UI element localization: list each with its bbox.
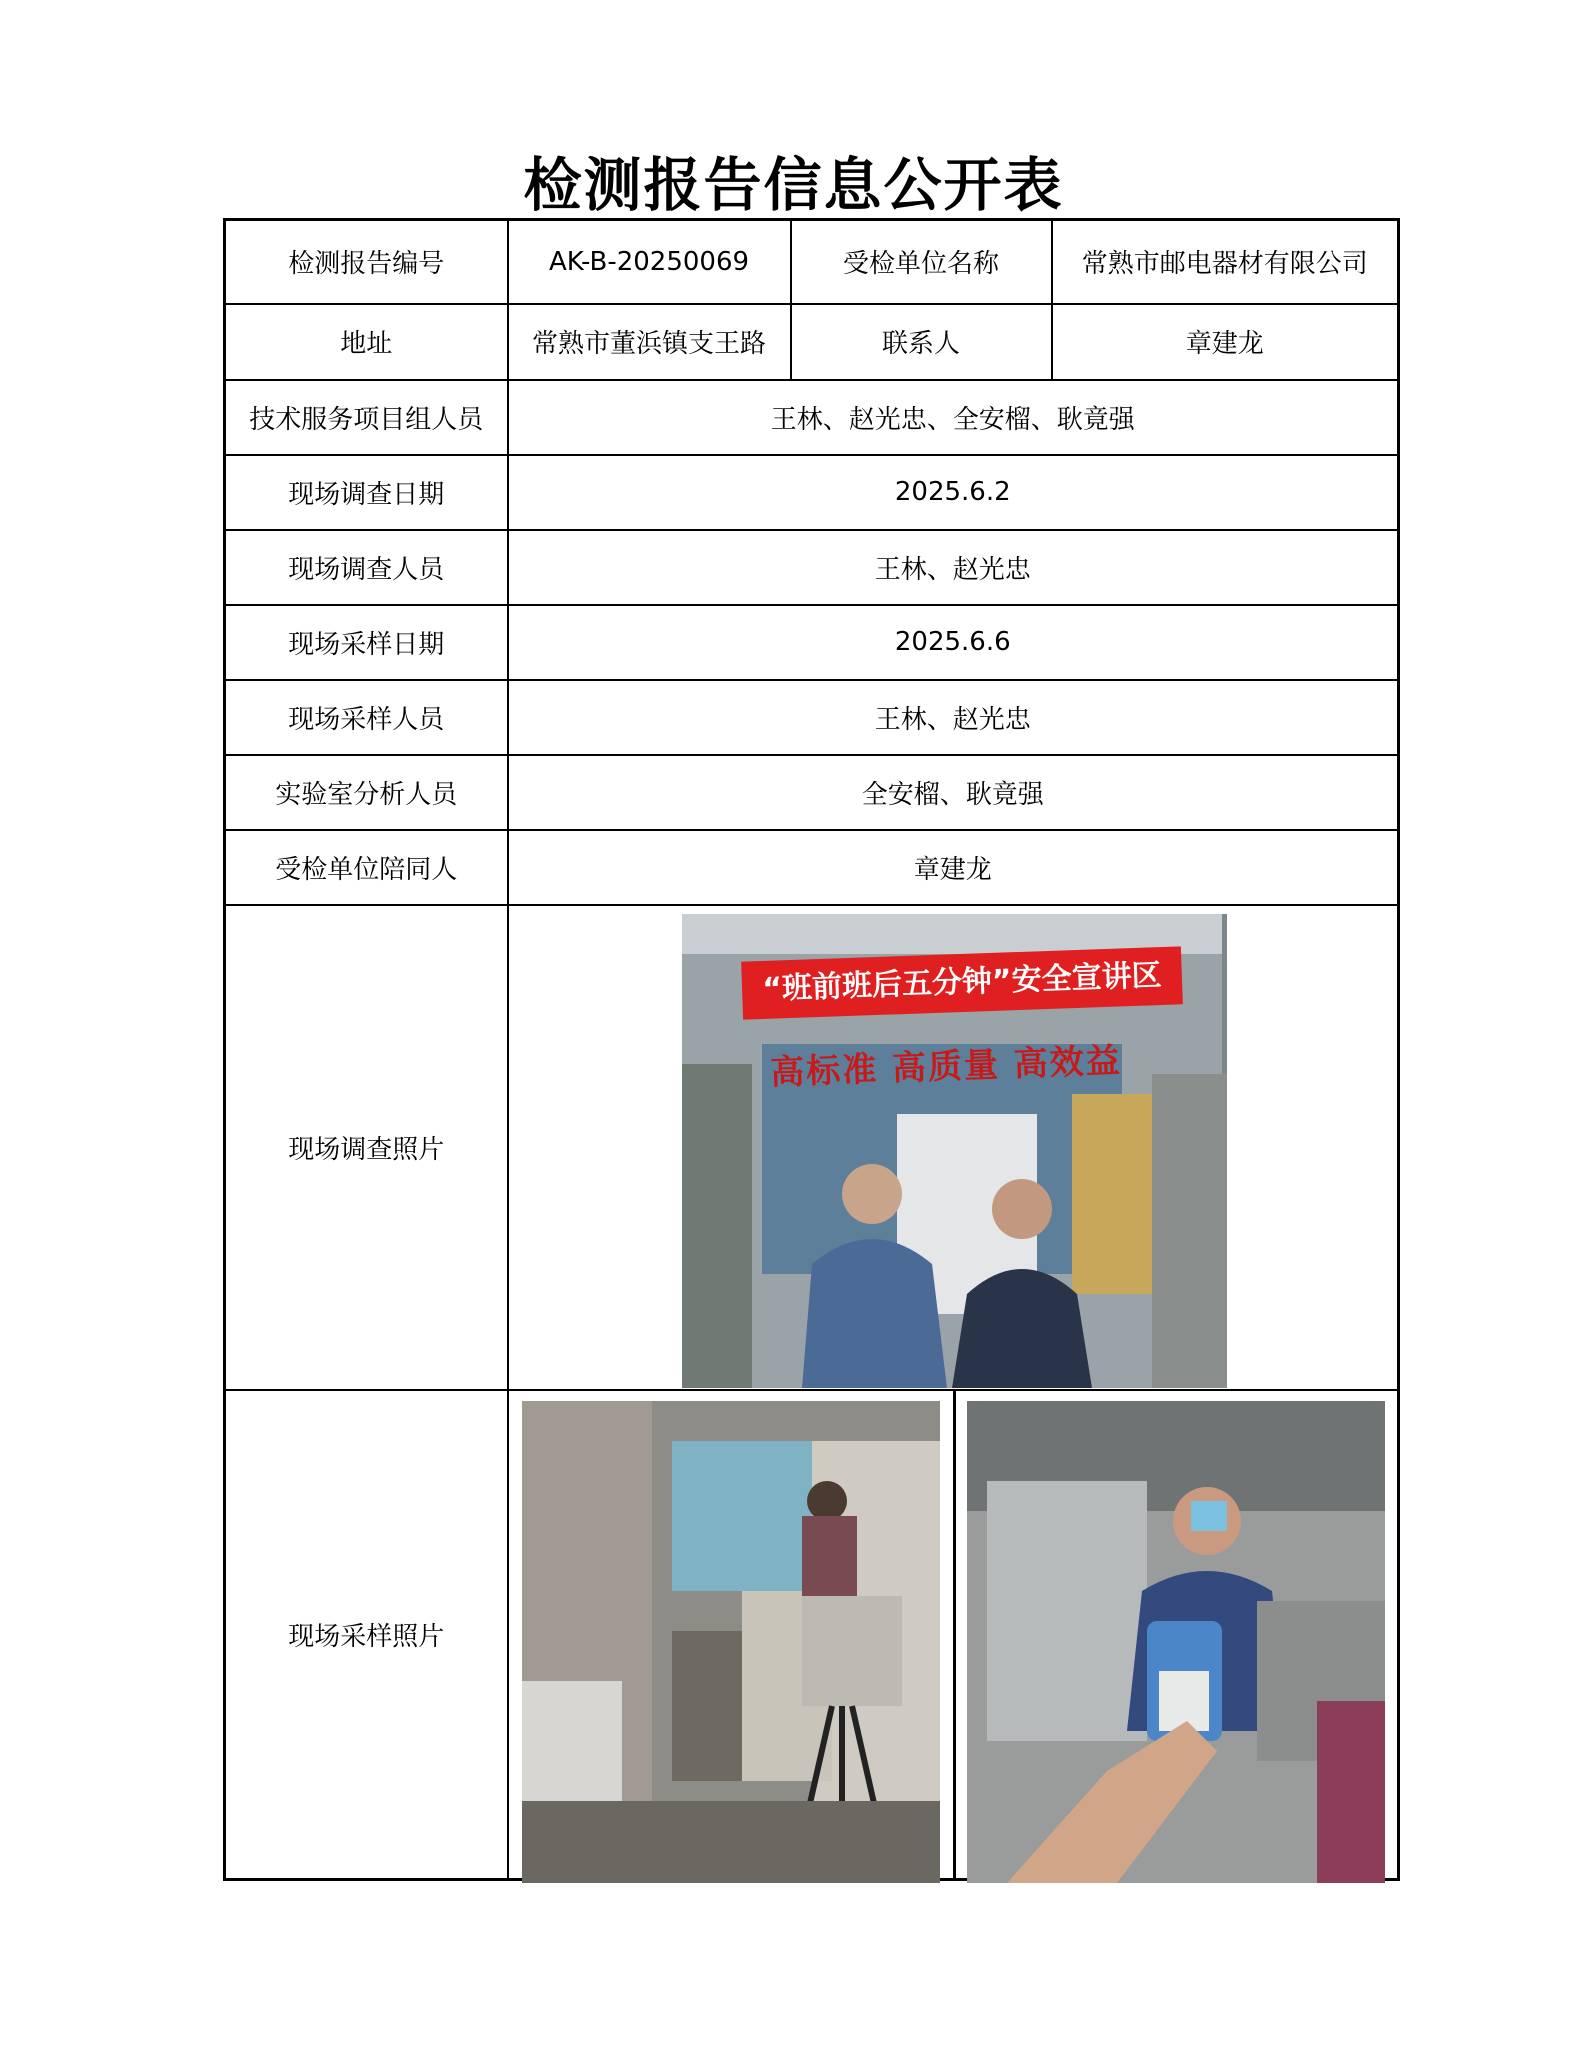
survey-staff-label: 现场调查人员	[225, 530, 508, 605]
team-label: 技术服务项目组人员	[225, 380, 508, 455]
table-row	[225, 755, 1399, 830]
report-no-value: AK-B-20250069	[508, 220, 791, 304]
banner-text: “班前班后五分钟”安全宣讲区	[741, 946, 1183, 1019]
table-row	[225, 830, 1399, 905]
page-title: 检测报告信息公开表	[523, 151, 1064, 219]
survey-photo-label: 现场调查照片	[225, 905, 508, 1390]
survey-staff-value: 王林、赵光忠	[508, 530, 1399, 605]
sampling-photo-left-image	[522, 1401, 940, 1883]
slogan-text: 高标准 高质量 高效益	[769, 1040, 1122, 1093]
sampling-photo-left	[522, 1401, 940, 1883]
contact-label: 联系人	[791, 304, 1052, 380]
survey-photo-cell	[508, 905, 1399, 1390]
table-row	[225, 220, 1399, 304]
lab-staff-label: 实验室分析人员	[225, 755, 508, 830]
report-no-label: 检测报告编号	[225, 220, 508, 304]
sampling-staff-label: 现场采样人员	[225, 680, 508, 755]
survey-photo	[682, 914, 1227, 1388]
photo-divider	[953, 1391, 956, 1879]
sampling-photo-right	[967, 1401, 1385, 1883]
info-table	[223, 218, 1400, 1881]
escort-label: 受检单位陪同人	[225, 830, 508, 905]
lab-staff-value: 全安榴、耿竟强	[508, 755, 1399, 830]
table-row	[225, 380, 1399, 455]
team-value: 王林、赵光忠、全安榴、耿竟强	[508, 380, 1399, 455]
table-row	[225, 304, 1399, 380]
table-row	[225, 605, 1399, 680]
address-value: 常熟市董浜镇支王路	[508, 304, 791, 380]
survey-date-value: 2025.6.2	[508, 455, 1399, 530]
unit-label: 受检单位名称	[791, 220, 1052, 304]
sampling-date-label: 现场采样日期	[225, 605, 508, 680]
table-row	[225, 905, 1399, 1390]
escort-value: 章建龙	[508, 830, 1399, 905]
address-label: 地址	[225, 304, 508, 380]
sampling-photo-right-image	[967, 1401, 1385, 1883]
sampling-photo-cell	[508, 1390, 1399, 1880]
table-row	[225, 530, 1399, 605]
sampling-date-value: 2025.6.6	[508, 605, 1399, 680]
table-row	[225, 455, 1399, 530]
unit-value: 常熟市邮电器材有限公司	[1052, 220, 1399, 304]
contact-value: 章建龙	[1052, 304, 1399, 380]
sampling-photo-label: 现场采样照片	[225, 1390, 508, 1880]
sampling-staff-value: 王林、赵光忠	[508, 680, 1399, 755]
survey-date-label: 现场调查日期	[225, 455, 508, 530]
table-row	[225, 680, 1399, 755]
table-row	[225, 1390, 1399, 1880]
